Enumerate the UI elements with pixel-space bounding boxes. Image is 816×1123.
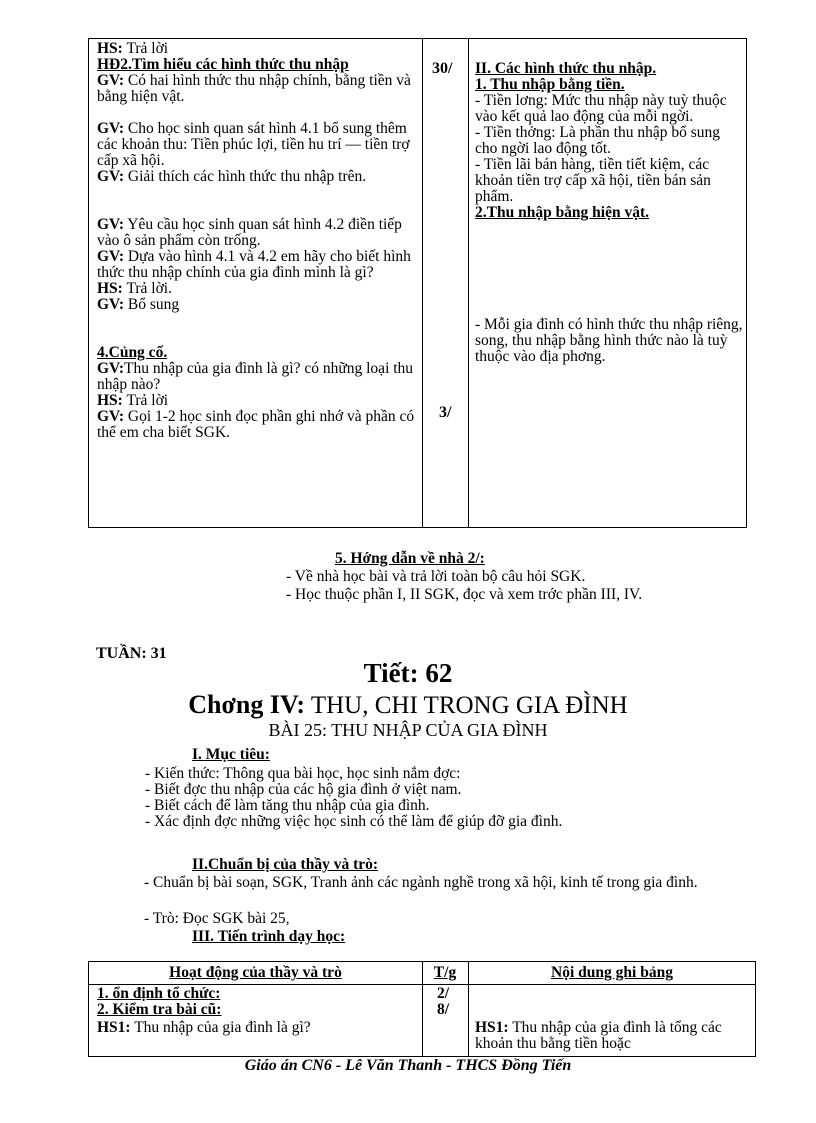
homework-item: - Về nhà học bài và trả lời toàn bộ câu hỏi SGK. <box>286 568 586 585</box>
table-header-activity: Hoạt động của thầy và trò <box>169 964 342 981</box>
answer-text <box>475 1020 745 1052</box>
top-lesson-table <box>88 38 747 528</box>
chapter-name: THU, CHI TRONG GIA ĐÌNH <box>305 692 628 719</box>
preparation-heading: II.Chuẩn bị của thầy và trò: <box>192 856 379 873</box>
speaker-label: GV: <box>97 248 124 265</box>
speaker-label: GV: <box>97 120 124 137</box>
week-label: TUẦN: 31 <box>96 645 167 662</box>
time-cell: 2/ <box>437 985 450 1002</box>
activity-line <box>97 169 419 185</box>
content-column <box>475 61 743 365</box>
table-header-content: Nội dung ghi bảng <box>551 964 673 981</box>
preparation-item: - Trò: Đọc SGK bài 25, <box>144 910 290 927</box>
activity-heading: 4.Củng cố. <box>97 344 168 361</box>
objective-item: - Xác định đợc những việc học sinh có thể làm để giúp đỡ gia đình. <box>145 813 563 830</box>
objective-item: - Biết đợc thu nhập của các hộ gia đình ở việt nam. <box>145 781 462 798</box>
activity-line <box>97 217 419 249</box>
speaker-label: HS: <box>97 280 123 297</box>
bottom-lesson-table <box>88 961 756 1057</box>
question-text: Thu nhập của gia đình là gì? <box>130 1019 311 1036</box>
speaker-label: GV: <box>97 408 124 425</box>
activity-text: Giải thích các hình thức thu nhập trên. <box>124 168 367 185</box>
section-heading: II. Các hình thức thu nhập. <box>475 60 657 77</box>
chapter-title <box>0 690 816 724</box>
speaker-label: HS: <box>97 40 123 57</box>
activity-text: Trả lời <box>122 392 169 409</box>
content-item: - Tiền thởng: Là phần thu nhập bổ sung cho ngời lao động tốt. <box>475 124 720 157</box>
speaker-label: GV: <box>97 168 124 185</box>
speaker-label: HS: <box>97 392 123 409</box>
activity-text: Bổ sung <box>124 296 180 313</box>
activity-text: Trả lời. <box>122 280 172 297</box>
period-title: Tiết: 62 <box>363 658 453 688</box>
preparation-item: - Chuẩn bị bài soạn, SGK, Tranh ảnh các ngành nghề trong xã hội, kinh tế trong gia đình. <box>144 874 698 891</box>
lesson-title: BÀI 25: THU NHẬP CỦA GIA ĐÌNH <box>268 720 548 740</box>
answer-content: Thu nhập của gia đình là tổng các khoản thu bằng tiền hoặc <box>475 1019 722 1052</box>
activity-text: Thu nhập của gia đình là gì? có những loại thu nhập nào? <box>97 360 414 393</box>
activity-column <box>97 41 419 441</box>
time-cell: 30/ <box>432 60 453 77</box>
objectives-heading: I. Mục tiêu: <box>192 746 270 763</box>
homework-item: - Học thuộc phần I, II SGK, đọc và xem trớc phần III, IV. <box>286 586 643 603</box>
time-cell: 3/ <box>439 404 452 421</box>
activity-text: Yêu cầu học sinh quan sát hình 4.2 điền tiếp vào ô sản phẩm còn trống. <box>97 216 402 249</box>
objectives-list <box>145 766 745 830</box>
content-item: - Tiền lãi bán hàng, tiền tiết kiệm, các khoản tiền trợ cấp xã hội, tiền bán sản phẩm. <box>475 156 711 205</box>
activity-text: Có hai hình thức thu nhập chính, bằng tiền và bằng hiện vật. <box>97 72 411 105</box>
table-row-label: 1. ổn định tổ chức: <box>97 985 221 1002</box>
speaker-label: GV: <box>97 296 124 313</box>
activity-line <box>97 393 419 409</box>
page-footer: Giáo án CN6 - Lê Văn Thanh - THCS Đồng Tiến <box>244 1057 572 1074</box>
objective-item: - Biết cách để làm tăng thu nhập của gia đình. <box>145 797 430 814</box>
activity-text: Dựa vào hình 4.1 và 4.2 em hãy cho biết hình thức thu nhập chính của gia đình mình là gì? <box>97 248 411 281</box>
activity-heading: HĐ2.Tìm hiểu các hình thức thu nhập <box>97 56 349 73</box>
activity-line <box>97 409 419 441</box>
student-label: HS1: <box>97 1019 131 1036</box>
activity-text: Trả lời <box>122 40 169 57</box>
speaker-label: GV: <box>97 216 124 233</box>
sub-heading: 1. Thu nhập bằng tiền. <box>475 76 625 93</box>
homework-heading: 5. Hớng dẫn về nhà 2/: <box>335 550 485 567</box>
activity-text: Cho học sinh quan sát hình 4.1 bổ sung thêm các khoản thu: Tiền phúc lợi, tiền hu trí — tiền trợ cấp xã hội. <box>97 120 410 169</box>
content-item: - Tiền lơng: Mức thu nhập này tuỳ thuộc vào kết quả lao động của mỗi ngời. <box>475 92 727 125</box>
activity-line <box>97 281 419 297</box>
activity-line <box>97 297 419 313</box>
content-item: - Mỗi gia đình có hình thức thu nhập riêng, song, thu nhập bằng hình thức nào là tuỳ thuộc vào địa phơng. <box>475 316 743 365</box>
column-divider <box>422 39 423 527</box>
activity-line <box>97 121 419 169</box>
speaker-label: GV: <box>97 72 124 89</box>
column-divider <box>468 39 469 527</box>
table-row-text <box>97 1020 311 1036</box>
activity-line <box>97 249 419 281</box>
activity-line <box>97 361 419 393</box>
speaker-label: GV: <box>97 360 124 377</box>
activity-line <box>97 41 419 57</box>
chapter-prefix: Chơng IV: <box>188 690 306 719</box>
activity-text: Gọi 1-2 học sinh đọc phần ghi nhớ và phần có thể em cha biết SGK. <box>97 408 415 441</box>
table-row-label: 2. Kiểm tra bài cũ: <box>97 1001 222 1018</box>
time-cell: 8/ <box>437 1001 450 1018</box>
process-heading: III. Tiến trình dạy học: <box>192 928 346 945</box>
table-header-time: T/g <box>433 964 457 981</box>
student-label: HS1: <box>475 1019 509 1036</box>
sub-heading: 2.Thu nhập bằng hiện vật. <box>475 204 650 221</box>
activity-line <box>97 73 419 105</box>
objective-item: - Kiến thức: Thông qua bài học, học sinh nắm đợc: <box>145 765 461 782</box>
